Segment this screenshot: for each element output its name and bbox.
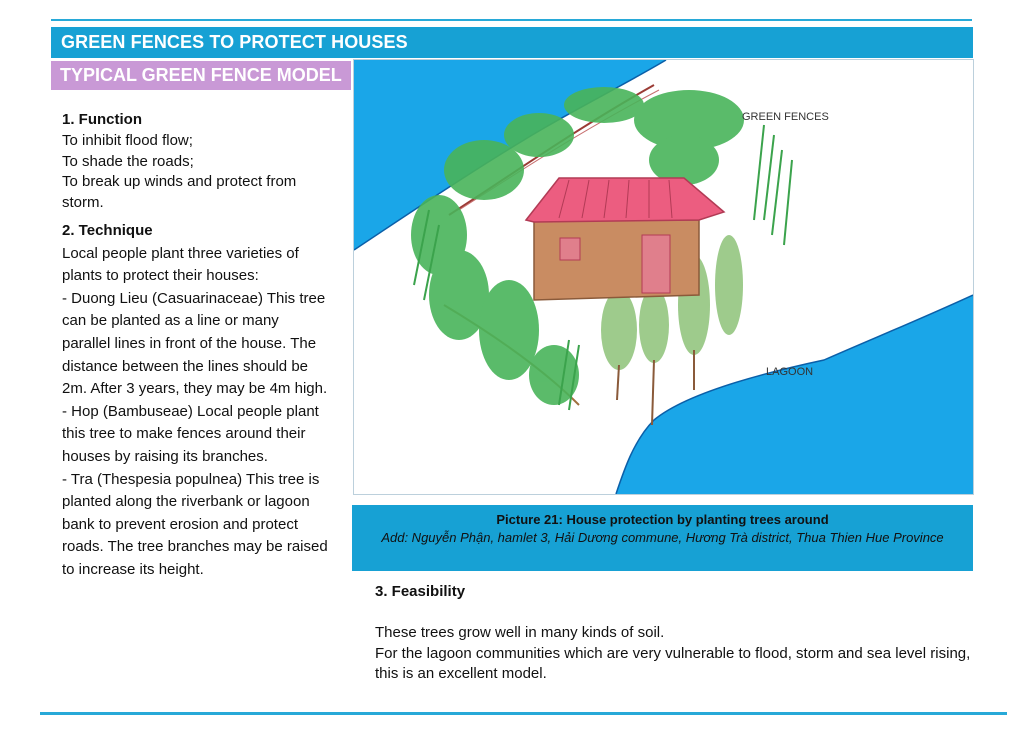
lagoon-label: LAGOON: [766, 366, 814, 378]
title-bar: [51, 27, 973, 58]
green-fences-label: GREEN FENCES: [742, 111, 829, 123]
technique-item-hop: - Hop (Bambuseae) Local people plant this tree to make fences around their houses by raising its branches.: [62, 402, 319, 465]
house-illustration: [526, 178, 724, 300]
page-subtitle: TYPICAL GREEN FENCE MODEL: [60, 65, 342, 85]
function-heading: 1. Function: [62, 111, 142, 128]
bottom-divider: [40, 712, 1007, 715]
top-divider: [51, 19, 972, 21]
function-line-3: To break up winds and protect from storm.: [62, 173, 297, 212]
technique-heading: 2. Technique: [62, 222, 153, 239]
feasibility-heading: 3. Feasibility: [375, 583, 466, 600]
function-section: [62, 110, 342, 214]
technique-intro: Local people plant three varieties of plants to protect their houses:: [62, 244, 299, 285]
function-line-2: To shade the roads;: [62, 152, 194, 170]
caption-title: Picture 21: House protection by planting trees around: [496, 512, 829, 527]
subtitle-bar: [51, 61, 351, 90]
feasibility-line-1: These trees grow well in many kinds of soil.: [375, 624, 665, 642]
green-fence-illustration: [353, 59, 974, 495]
feasibility-section: [375, 582, 975, 685]
caption-address: Add: Nguyễn Phận, hamlet 3, Hải Dương commune, Hương Trà district, Thua Thien Hue Province: [381, 530, 944, 545]
figure-caption: [352, 505, 973, 571]
function-line-1: To inhibit flood flow;: [62, 131, 193, 149]
feasibility-line-2: For the lagoon communities which are very vulnerable to flood, storm and sea level rising, this is an excellent model.: [375, 644, 971, 683]
technique-item-duong-lieu: - Duong Lieu (Casuarinaceae) This tree can be planted as a line or many parallel lines in front of the house. The distance between the lines should be 2m. After 3 years, they may be 4m high.: [62, 289, 328, 398]
page-title: GREEN FENCES TO PROTECT HOUSES: [61, 32, 408, 52]
technique-section: [62, 220, 330, 582]
lagoon-water-bottom: [616, 295, 973, 494]
technique-item-tra: - Tra (Thespesia populnea) This tree is planted along the riverbank or lagoon bank to prevent erosion and protect roads. The tree branches may be raised to increase its height.: [62, 470, 328, 578]
